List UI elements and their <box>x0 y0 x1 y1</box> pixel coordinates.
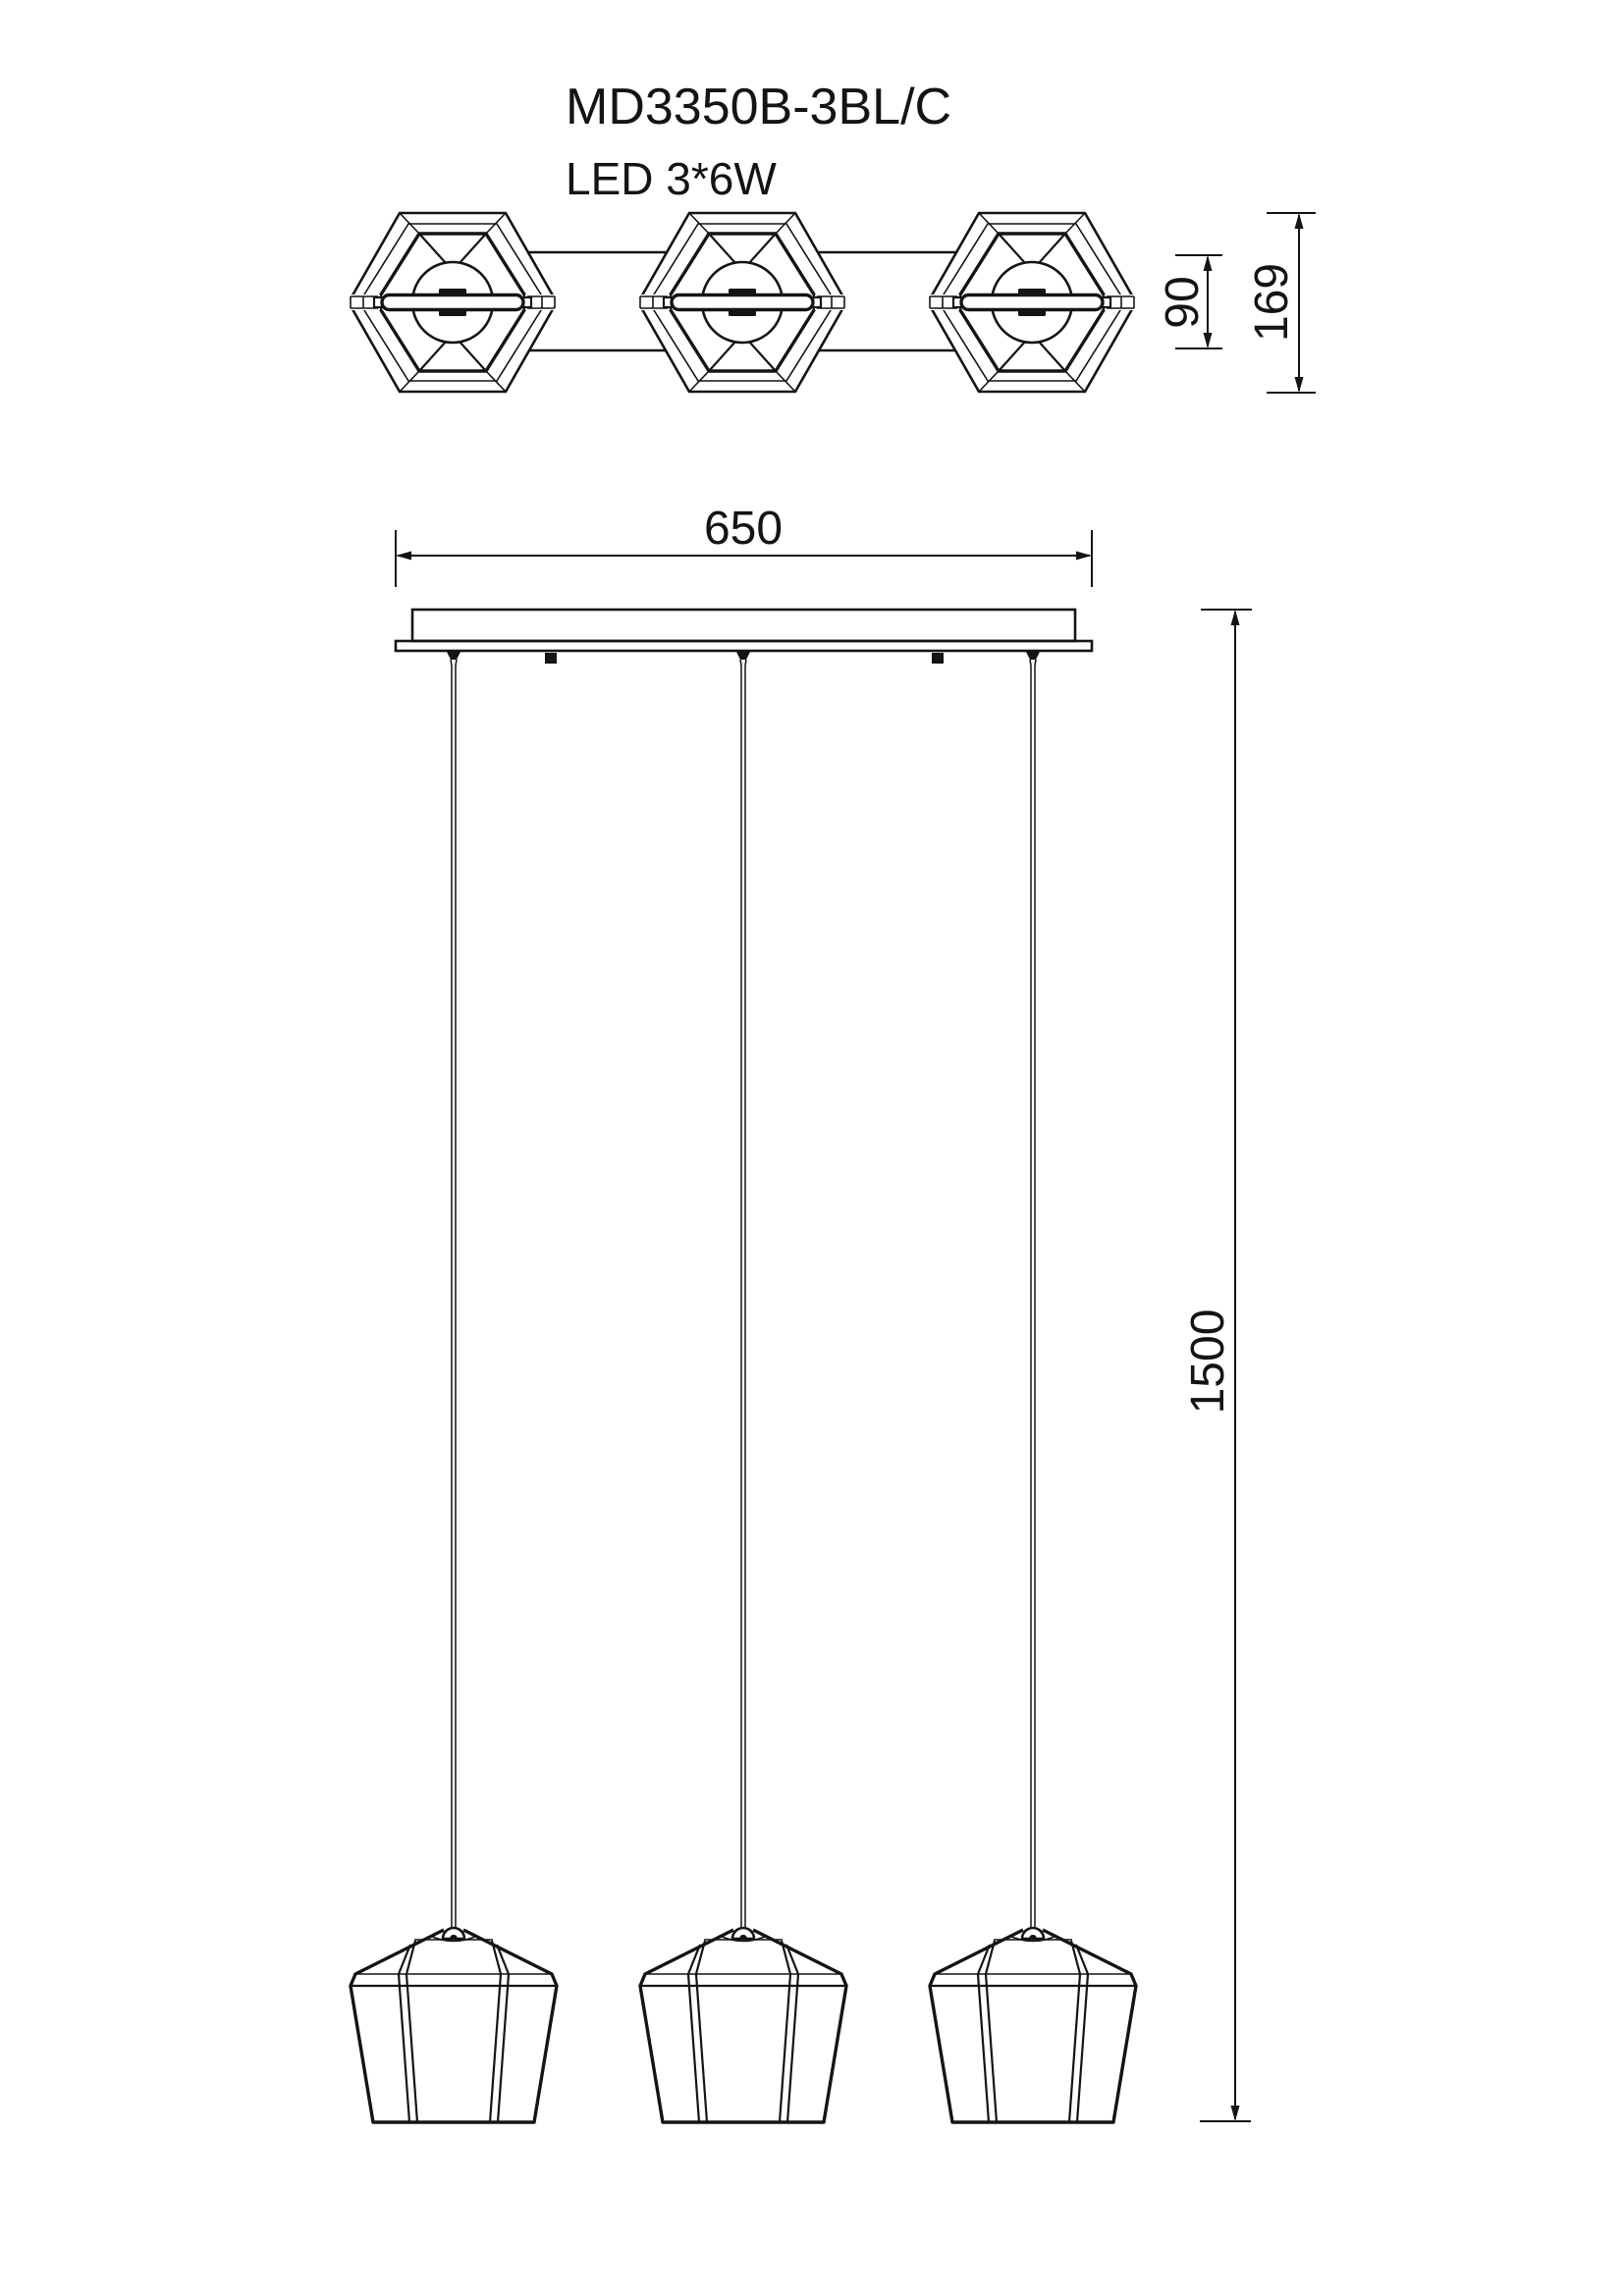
suspension-cords <box>452 666 1035 1928</box>
dim-169-value: 169 <box>1246 262 1298 343</box>
cord-grip-3 <box>1026 652 1040 666</box>
top-view-shade-1 <box>347 213 559 392</box>
canopy-screw-left <box>545 653 557 664</box>
dim-1500-value: 1500 <box>1182 1308 1234 1415</box>
top-view-shade-3 <box>926 213 1138 392</box>
canopy-body <box>412 610 1075 641</box>
dim-90-value: 90 <box>1157 276 1209 329</box>
front-view-shade-1 <box>351 1928 557 2122</box>
dimension-bar-height <box>1157 255 1222 348</box>
lamp-spec-label: LED 3*6W <box>566 153 777 204</box>
canopy-plate <box>396 641 1092 651</box>
dimension-shade-height <box>1246 213 1316 393</box>
drawing-header <box>566 79 951 204</box>
cord-3 <box>1031 666 1035 1928</box>
cord-1 <box>452 666 456 1928</box>
front-view-shade-3 <box>930 1928 1136 2122</box>
dimension-drop-length <box>1182 610 1252 2121</box>
dim-90-arrow-down <box>1204 333 1213 348</box>
top-view <box>347 213 1316 393</box>
dim-650-arrow-right <box>1076 552 1092 561</box>
dim-1500-arrow-down <box>1231 2106 1240 2121</box>
dim-1500-arrow-up <box>1231 610 1240 625</box>
dim-650-arrow-left <box>396 552 411 561</box>
cord-grip-2 <box>736 652 750 666</box>
front-view-shade-2 <box>640 1928 846 2122</box>
cord-grip-1 <box>447 652 460 666</box>
dim-90-arrow-up <box>1204 255 1213 271</box>
canopy-screw-right <box>932 653 944 664</box>
canopy <box>396 610 1092 666</box>
dim-650-value: 650 <box>703 503 784 555</box>
top-view-shade-2 <box>636 213 848 392</box>
cord-2 <box>741 666 745 1928</box>
product-code-label: MD3350B-3BL/C <box>566 79 952 135</box>
dim-169-arrow-down <box>1295 377 1304 393</box>
dim-169-arrow-up <box>1295 213 1304 229</box>
dimension-canopy-width <box>396 503 1092 587</box>
front-view <box>351 503 1252 2122</box>
